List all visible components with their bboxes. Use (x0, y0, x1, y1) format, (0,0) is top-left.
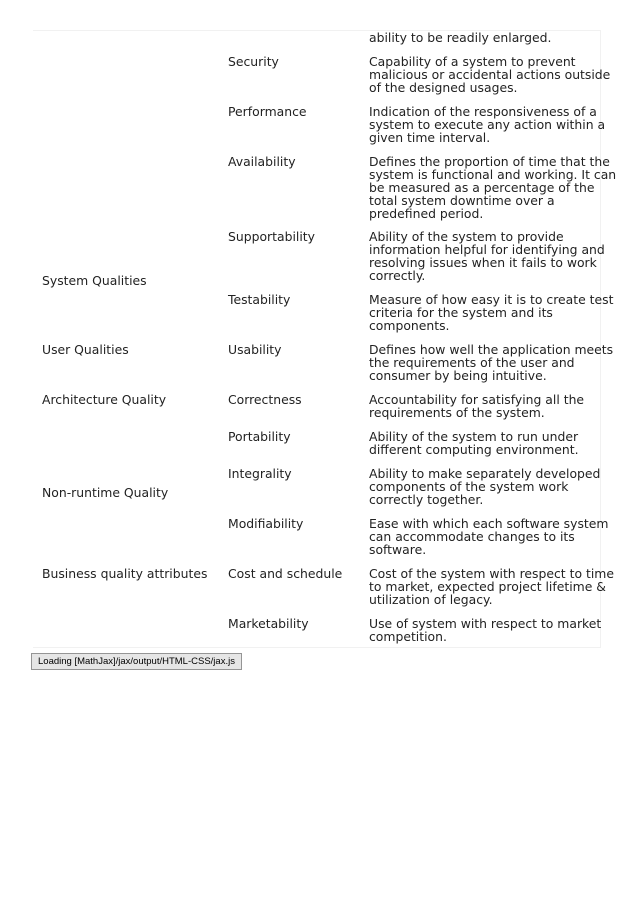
attribute-modifiability: Modifiability (228, 516, 304, 531)
category-architecture-quality: Architecture Quality (42, 392, 167, 407)
description-testability: Measure of how easy it is to create test criteria for the system and its components. (369, 292, 614, 333)
attribute-usability: Usability (228, 342, 282, 357)
attribute-portability: Portability (228, 429, 291, 444)
attribute-performance: Performance (228, 104, 307, 119)
description-portability: Ability of the system to run under different computing environment. (369, 429, 579, 457)
category-non-runtime-quality: Non-runtime Quality (42, 485, 169, 500)
description-security: Capability of a system to prevent malicious or accidental actions outside of the designed usages. (369, 54, 611, 95)
description-marketability: Use of system with respect to market competition. (369, 616, 602, 644)
description-cost-and-schedule: Cost of the system with respect to time to market, expected project lifetime & utilization of legacy. (369, 566, 614, 607)
description-availability: Defines the proportion of time that the system is functional and working. It can be measured as a percentage of the total system downtime over a predefined period. (369, 154, 617, 221)
category-system-qualities: System Qualities (42, 273, 147, 288)
category-business-quality-attributes: Business quality attributes (42, 566, 208, 581)
attribute-cost-and-schedule: Cost and schedule (228, 566, 343, 581)
description-supportability: Ability of the system to provide information helpful for identifying and resolving issues when it fails to work correctly. (369, 229, 605, 283)
description-modifiability: Ease with which each software system can accommodate changes to its software. (369, 516, 609, 557)
description-integrality: Ability to make separately developed components of the system work correctly together. (369, 466, 601, 507)
attribute-availability: Availability (228, 154, 296, 169)
description-usability: Defines how well the application meets the requirements of the user and consumer by being intuitive. (369, 342, 614, 383)
attribute-supportability: Supportability (228, 229, 315, 244)
attribute-correctness: Correctness (228, 392, 302, 407)
description-performance: Indication of the responsiveness of a system to execute any action within a given time interval. (369, 104, 606, 145)
description-correctness: Accountability for satisfying all the requirements of the system. (369, 392, 585, 420)
attribute-testability: Testability (228, 292, 291, 307)
mathjax-loading-status: Loading [MathJax]/jax/output/HTML-CSS/jax.js (31, 653, 242, 670)
category-user-qualities: User Qualities (42, 342, 129, 357)
description-cell: ability to be readily enlarged. (369, 30, 552, 45)
attribute-marketability: Marketability (228, 616, 309, 631)
attribute-security: Security (228, 54, 279, 69)
attribute-integrality: Integrality (228, 466, 292, 481)
